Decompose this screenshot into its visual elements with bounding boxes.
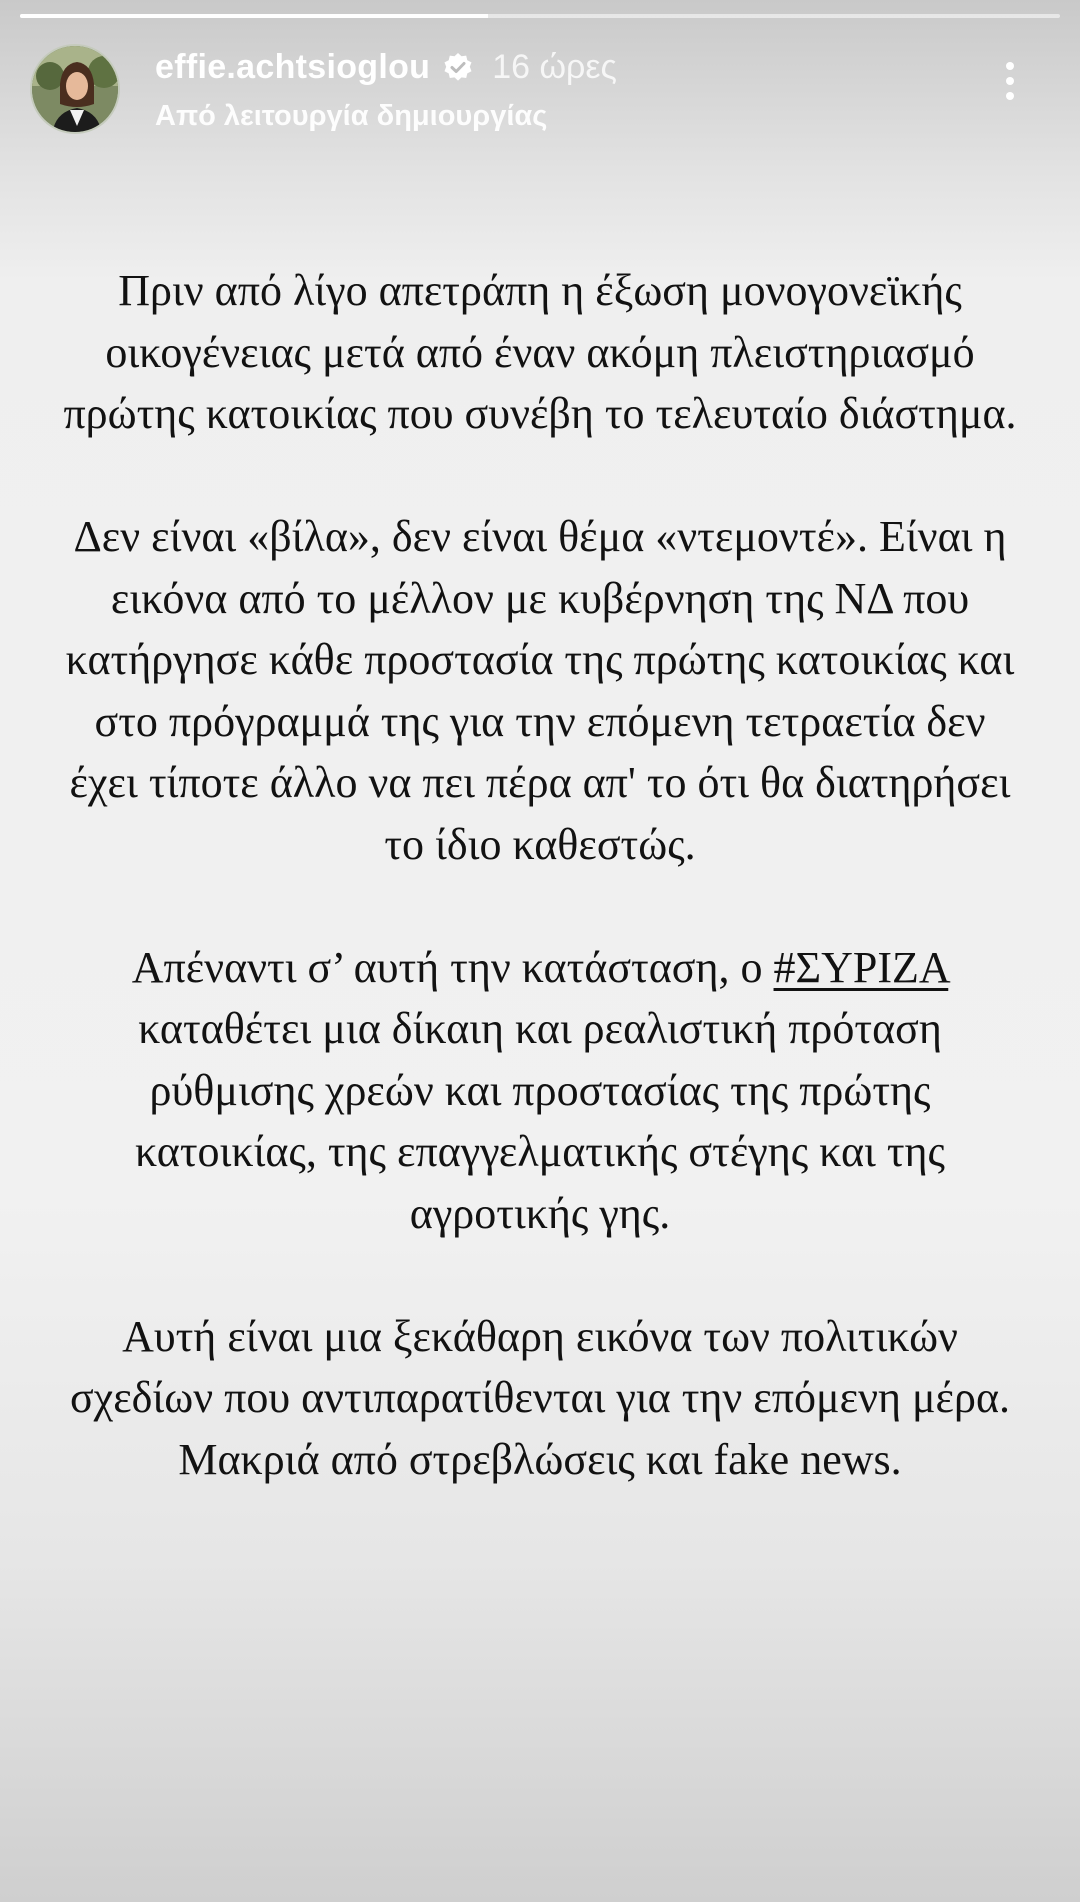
creation-mode-label[interactable]: Από λειτουργία δημιουργίας	[155, 100, 548, 132]
username[interactable]: effie.achtsioglou	[155, 48, 431, 86]
story-progress-segment	[20, 14, 1060, 18]
paragraph-2: Δεν είναι «βίλα», δεν είναι θέμα «ντεμοντέ». Είναι η εικόνα από το μέλλον με κυβέρνηση της ΝΔ που κατήργησε κάθε προστασία της πρώτης κατοικίας και στο πρόγραμμά της για την επόμενη τετραετία δεν έχει τίποτε άλλο να πει πέρα απ' το ότι θα διατηρήσει το ίδιο καθεστώς.	[65, 512, 1015, 869]
verified-badge-icon	[442, 52, 474, 84]
paragraph-3-rest: καταθέτει μια δίκαιη και ρεαλιστική πρόταση ρύθμισης χρεών και προστασίας της πρώτης κατοικίας, της επαγγελματικής στέγης και της αγροτικής γης.	[135, 1004, 945, 1238]
paragraph-3	[60, 937, 1020, 1245]
paragraph-1: Πριν από λίγο απετράπη η έξωση μονογονεϊκής οικογένειας μετά από έναν ακόμη πλειστηριασμό πρώτης κατοικίας που συνέβη το τελευταίο διάστημα.	[63, 266, 1017, 438]
author-line	[155, 48, 617, 87]
more-options-icon[interactable]	[1000, 62, 1020, 112]
hashtag-syriza[interactable]: #ΣΥΡΙΖΑ	[773, 942, 949, 992]
post-time: 16 ώρες	[492, 48, 617, 86]
story-progress-bar	[20, 14, 1060, 18]
avatar-photo	[32, 46, 120, 134]
story-header	[30, 44, 1060, 136]
story-progress-fill	[20, 14, 488, 18]
avatar[interactable]	[30, 44, 120, 134]
paragraph-4: Αυτή είναι μια ξεκάθαρη εικόνα των πολιτικών σχεδίων που αντιπαρατίθενται για την επόμενη μέρα. Μακριά από στρεβλώσεις και fake news.	[69, 1311, 1011, 1484]
paragraph-3-lead: Απέναντι σ’ αυτή την κατάσταση, ο	[131, 942, 774, 992]
story-text	[60, 260, 1020, 1552]
